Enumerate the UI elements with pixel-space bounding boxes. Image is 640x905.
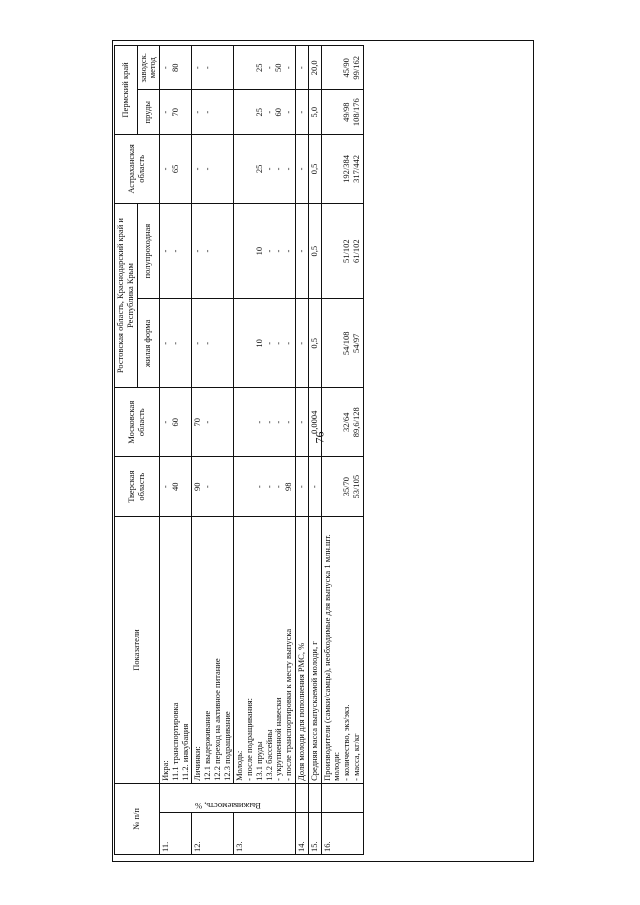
header-rostov-group: Ростовская область, Краснодарский край и Республика Крым [115,203,138,387]
cell-rostov-semi: 0,5 [308,203,321,299]
header-perm: Пермский край [115,46,138,135]
cell-rostov-live: - - [192,299,234,388]
cell-perm-ponds: - [296,90,309,134]
row-text-line: 13.1 пруды [253,741,264,781]
cell-rostov-semi: - [296,203,309,299]
cell-tver: 90 - [192,457,234,517]
row-text-line: 13.2 бассейны [263,729,274,781]
cell-astrakhan: 25 - - - [234,134,296,203]
row-text-line: 11.2. инкубация [179,723,190,781]
cell-perm-ponds: 5,0 [308,90,321,134]
header-rostov-semi: полупроходная [137,203,160,299]
header-rostov-live: жилая форма [137,299,160,388]
cell-tver: - 40 [160,457,192,517]
page-number: 76 [312,431,327,444]
row-text-line: Производители (самки/самцы), необходимые для выпуска 1 млн.шт. молоди: [321,534,342,781]
row-text-line: 12.2 переход на активное питание [211,658,222,781]
cell-rostov-live: - - [160,299,192,388]
rotated-table-container [114,45,526,855]
row-number: 14. [296,812,309,854]
cell-perm-ponds: - - [192,90,234,134]
row-text-line: Молодь: [234,750,245,781]
table-row [160,46,192,855]
cell-astrakhan: 0,5 [308,134,321,203]
header-perm-factory: заводск. метод [137,46,160,91]
row-text: Доля молоди для пополнения РМС, % [296,517,309,784]
survival-side-label: Выживаемость, % [194,800,261,811]
row-text-line: 12.1 выдерживание [202,710,213,781]
cell-perm-factory: - [296,46,309,91]
cell-moscow: 32/64 89,6/128 [321,388,363,457]
table-row [321,46,363,855]
row-text [234,517,296,784]
row-text [192,517,234,784]
spacer-cell [321,783,363,812]
table-row [296,46,309,855]
header-astrakhan: Астраханская область [115,134,160,203]
cell-rostov-live: - [296,299,309,388]
survival-side-label-cell [160,783,296,812]
cell-moscow: - [296,388,309,457]
cell-rostov-live: 54/108 54/97 [321,299,363,388]
cell-perm-factory: 25 - 50 - [234,46,296,91]
table-row [308,46,321,855]
spacer-cell [308,783,321,812]
row-text-line: - масса, кг/кг [350,733,361,781]
cell-rostov-live: 0,5 [308,299,321,388]
row-text-line: Личинки: [192,746,203,781]
cell-moscow: 70 - [192,388,234,457]
table-row [234,46,296,855]
row-text-line: Икра: [160,760,171,781]
row-text [321,517,363,784]
cell-perm-factory: - 80 [160,46,192,91]
cell-rostov-live: 10 - - - [234,299,296,388]
cell-tver: - - - 98 [234,457,296,517]
cell-rostov-semi: 10 - - - [234,203,296,299]
cell-tver: - [308,457,321,517]
table-row [192,46,234,855]
cell-perm-factory: - - [192,46,234,91]
cell-tver: 35/70 53/105 [321,457,363,517]
row-text-line: - после подращивания: [244,697,255,781]
cell-rostov-semi: - - [192,203,234,299]
spacer-cell [296,783,309,812]
row-number: 12. [192,812,234,854]
row-text-line: - укрупненной навески [273,697,284,781]
header-perm-ponds: пруды [137,90,160,134]
cell-astrakhan: - - [192,134,234,203]
cell-rostov-semi: 51/102 61/102 [321,203,363,299]
cell-perm-factory: 45/90 99/162 [321,46,363,91]
header-num: № п/п [115,783,160,854]
cell-rostov-semi: - - [160,203,192,299]
row-number: 16. [321,812,363,854]
data-table [114,45,364,855]
cell-moscow: - - - - [234,388,296,457]
cell-astrakhan: 192/384 317/442 [321,134,363,203]
row-number: 11. [160,812,192,854]
row-number: 15. [308,812,321,854]
row-text [160,517,192,784]
cell-moscow: 0,0004 [308,388,321,457]
header-indicators: Показатели [115,517,160,784]
row-text-line: 12.3 подращивание [221,711,232,781]
cell-perm-factory: 20,0 [308,46,321,91]
row-text-line: - количество, экз/экз. [341,704,352,781]
row-text-line: 11.1 транспортировка [169,702,180,781]
row-text: Средняя масса выпускаемой молоди, г [308,517,321,784]
row-number: 13. [234,812,296,854]
row-text-line: - после транспортировки к месту выпуска [283,628,294,781]
cell-tver: - [296,457,309,517]
cell-astrakhan: - 65 [160,134,192,203]
cell-perm-ponds: 25 - 60 - [234,90,296,134]
cell-moscow: - 60 [160,388,192,457]
cell-perm-ponds: - 70 [160,90,192,134]
header-moscow: Московская область [115,388,160,457]
cell-astrakhan: - [296,134,309,203]
cell-perm-ponds: 49/98 108/176 [321,90,363,134]
header-tver: Тверская область [115,457,160,517]
